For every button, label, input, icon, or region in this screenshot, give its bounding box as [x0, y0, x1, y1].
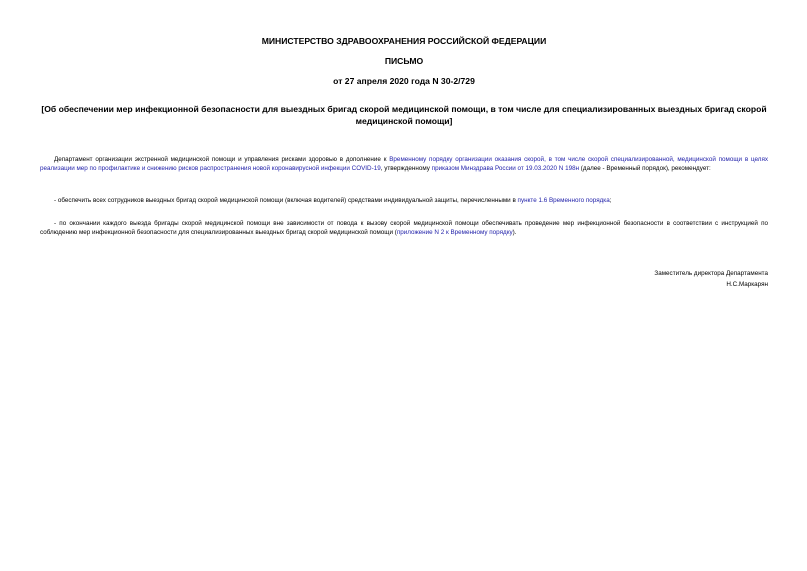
- paragraph-intro-text: Департамент организации экстренной медицинской помощи и управления рисками здоровью в дополнение к: [54, 156, 390, 163]
- paragraph-intro-between: , утвержденному: [380, 165, 432, 173]
- ministry-name: МИНИСТЕРСТВО ЗДРАВООХРАНЕНИЯ РОССИЙСКОЙ ФЕДЕРАЦИИ: [261, 36, 547, 46]
- link-ministry-order[interactable]: приказом Минздрава России от 19.03.2020 N 198н: [431, 165, 580, 173]
- paragraph-intro-after: (далее - Временный порядок), рекомендует:: [579, 165, 711, 173]
- paragraph-ppe-after: ;: [609, 197, 612, 204]
- signature-name: Н.С.Маркарян: [726, 281, 768, 288]
- paragraph-safety-text: - по окончании каждого выезда бригады скорой медицинской помощи вне зависимости от повода к вызову скорой медицинской помощи обеспечивать проведение мер инфекционной безопасности в соответствии с инструкцией по соблюдению мер инфекционной безопасности для специализированных выездных бригад скорой медицинской помощи (: [40, 220, 768, 237]
- paragraph-safety: [40, 219, 768, 238]
- paragraph-safety-after: ).: [512, 229, 517, 237]
- paragraph-ppe: [40, 196, 768, 205]
- signature-block: [654, 268, 768, 290]
- document-date: от 27 апреля 2020 года N 30-2/729: [333, 76, 475, 86]
- document-page: [40, 0, 768, 571]
- document-title: [Об обеспечении мер инфекционной безопасности для выездных бригад скорой медицинской помощи, в том числе для специализированных выездных бригад скорой медицинской помощи]: [41, 104, 767, 126]
- link-temporary-order[interactable]: Временному порядку организации оказания скорой, в том числе скорой специализированной, медицинской помощи в целях реализации мер по профилактике и снижению рисков распространения новой коронавирусной инфекции COVID-19: [40, 156, 769, 173]
- link-clause-1-6[interactable]: пункте 1.6 Временного порядка: [517, 197, 610, 204]
- paragraph-ppe-text: - обеспечить всех сотрудников выездных бригад скорой медицинской помощи (включая водителей) средствами индивидуальной защиты, перечисленными в: [54, 197, 518, 204]
- document-type: ПИСЬМО: [384, 56, 424, 66]
- signature-position: Заместитель директора Департамента: [654, 270, 768, 277]
- link-appendix-2[interactable]: приложение N 2 к Временному порядку: [396, 229, 513, 237]
- paragraph-intro: [40, 155, 768, 174]
